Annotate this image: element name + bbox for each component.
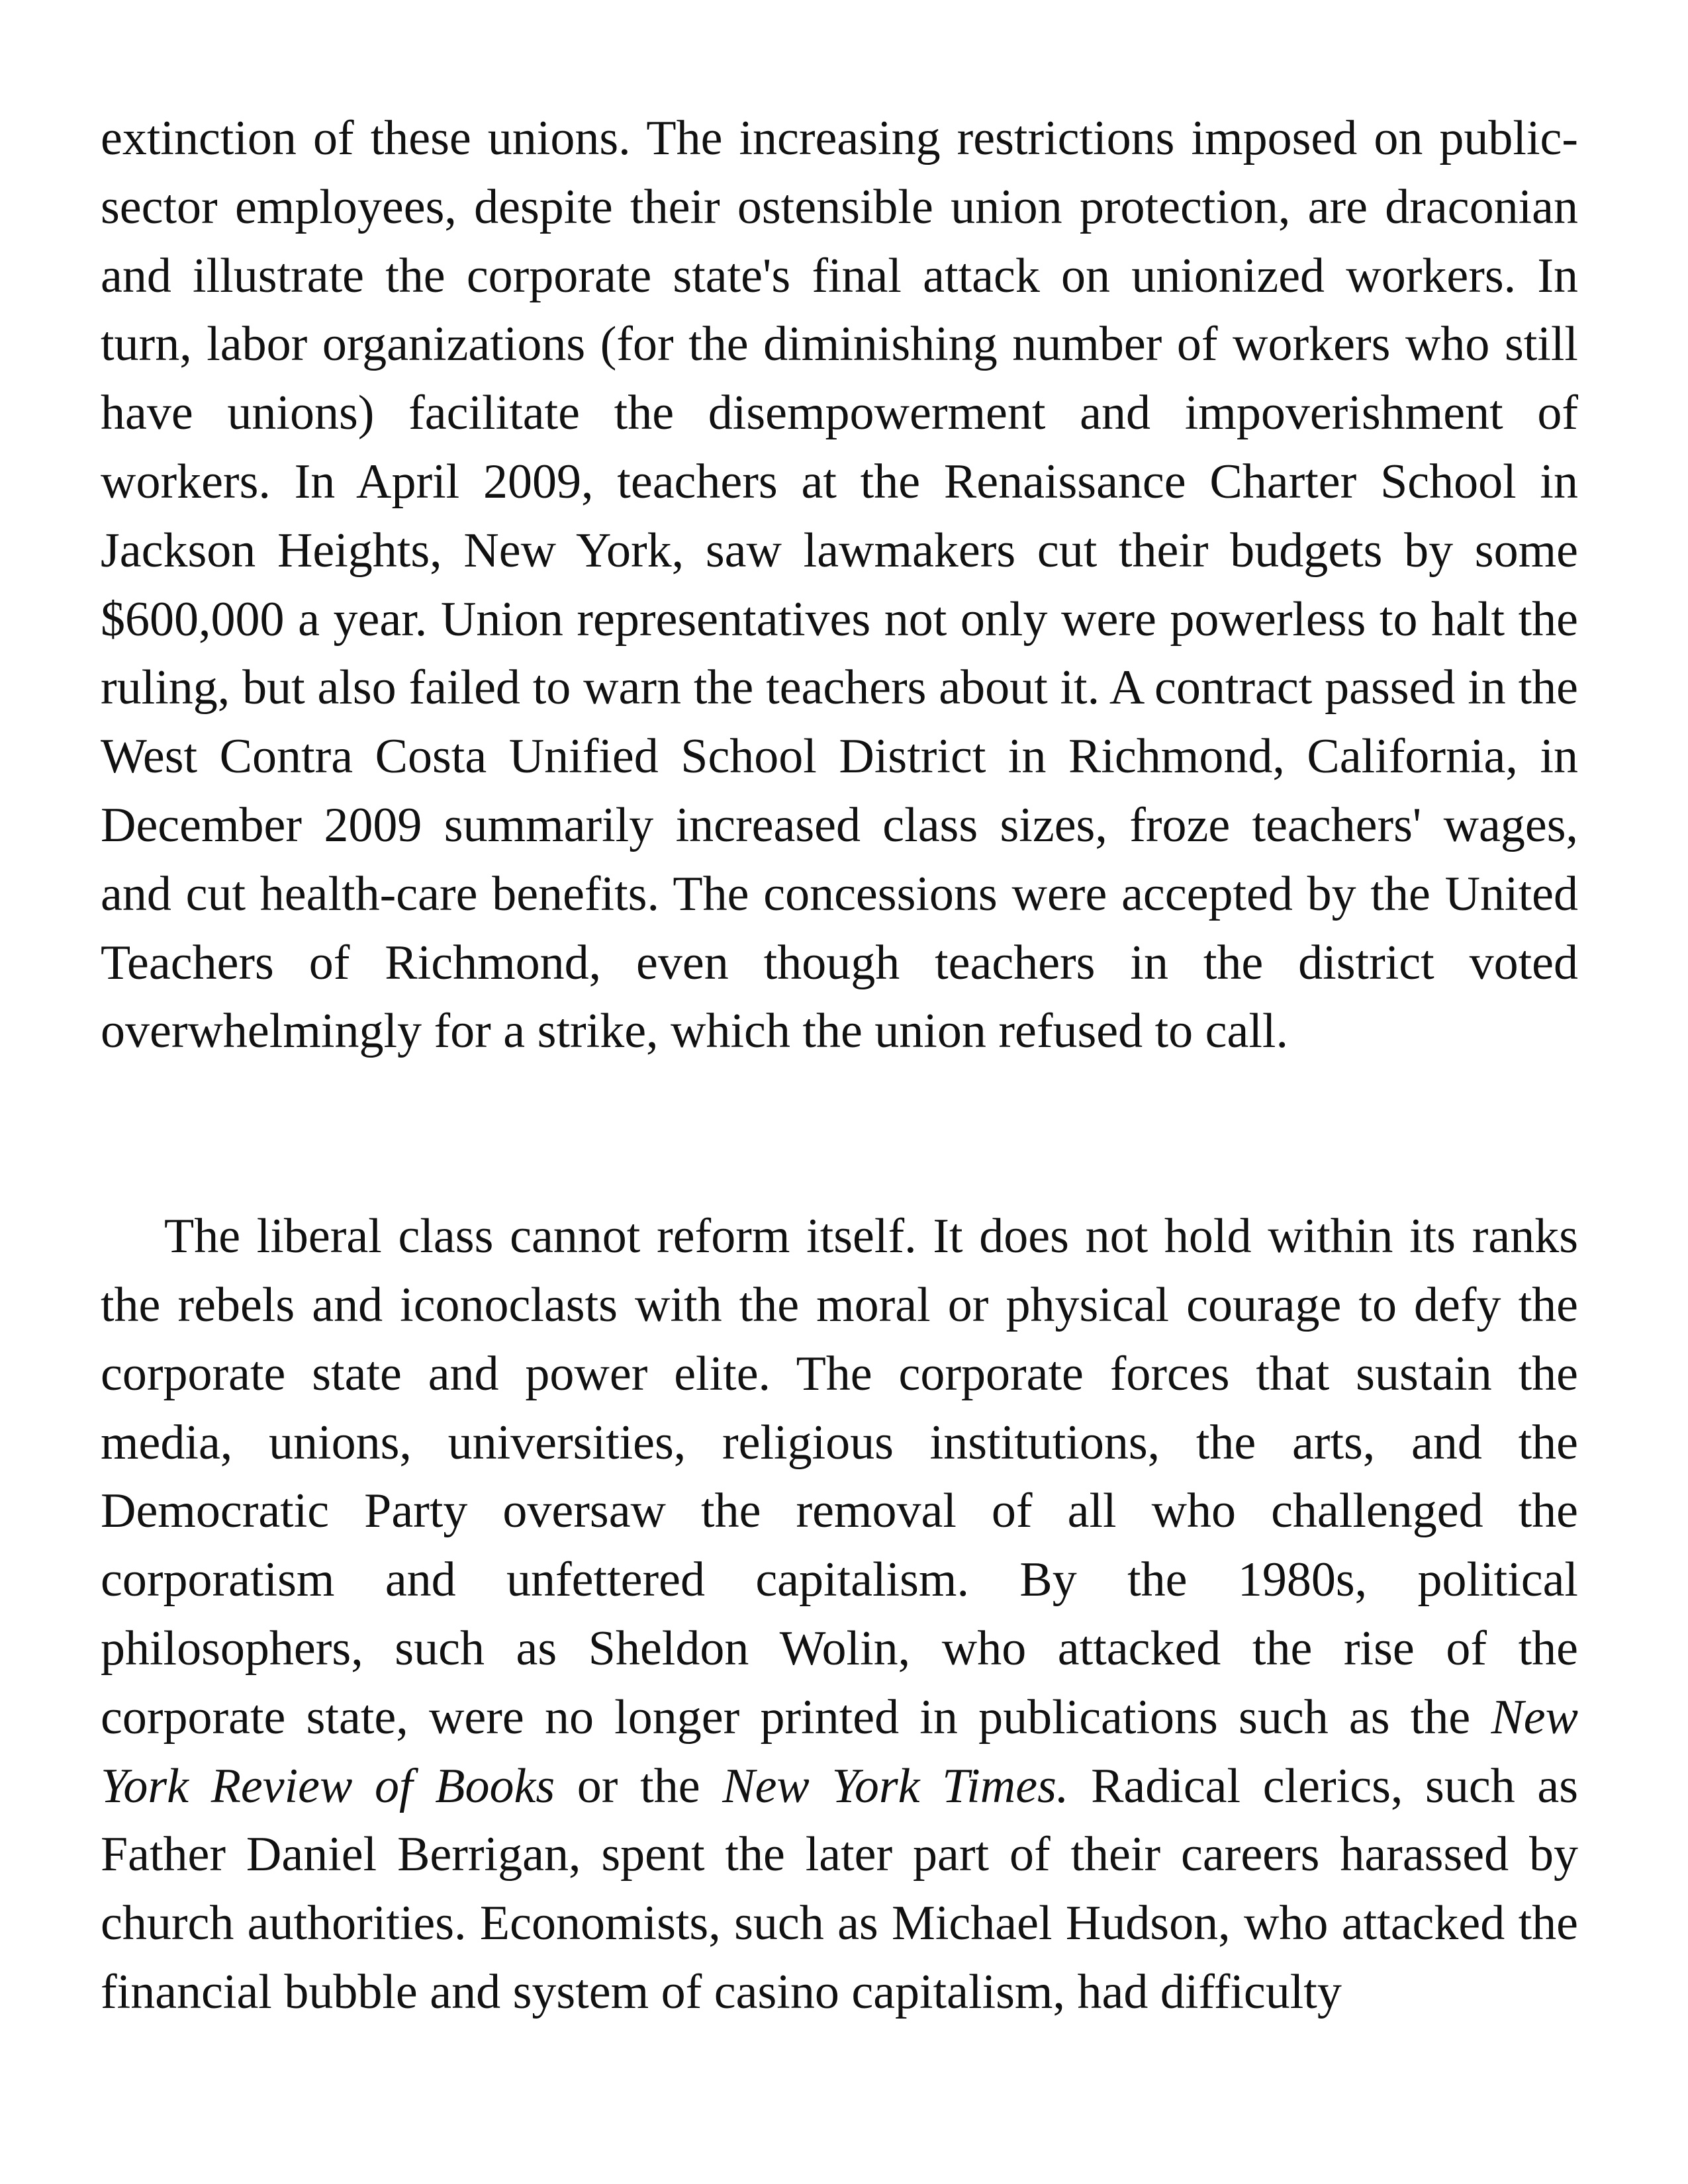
publication-title-italic: New York Review of Books (101, 1690, 1578, 1813)
publication-title-italic: New York Times. (722, 1758, 1069, 1813)
paragraph-unions: extinction of these unions. The increasing restrictions imposed on public-sector employees, despite their ostensible union protection, are draconian and illustrate the corporate state's final attack on unionized workers. In turn, labor organizations (for the diminishing number of workers who still have unions) facilitate the disempowerment and impoverishment of workers. In April 2009, teachers at the Renaissance Charter School in Jackson Heights, New York, saw lawmakers cut their budgets by some $600,000 a year. Union representatives not only were powerless to halt the ruling, but also failed to warn the teachers about it. A contract passed in the West Contra Costa Unified School District in Richmond, California, in December 2009 summarily increased class sizes, froze teachers' wages, and cut health-care benefits. The concessions were accepted by the United Teachers of Richmond, even though teachers in the district voted overwhelmingly for a strike, which the union refused to call. (101, 111, 1578, 1059)
page-body (101, 105, 1578, 2027)
paragraph-liberal-class (101, 1203, 1578, 2027)
paragraph-text: or the (555, 1758, 723, 1813)
paragraph-text: The liberal class cannot reform itself. It does not hold within its ranks the rebels and iconoclasts with the moral or physical courage to defy the corporate state and power elite. The corporate forces that sustain the media, unions, universities, religious institutions, the arts, and the Democratic Party oversaw the removal of all who challenged the corporatism and unfettered capitalism. By the 1980s, political philosophers, such as Sheldon Wolin, who attacked the rise of the corporate state, were no longer printed in publications such as the (101, 1209, 1578, 1745)
paragraph-text: Radical clerics, such as Father Daniel Berrigan, spent the later part of their careers harassed by church authorities. Economists, such as Michael Hudson, who attacked the financial bubble and system of casino capitalism, had difficulty (101, 1758, 1579, 2019)
